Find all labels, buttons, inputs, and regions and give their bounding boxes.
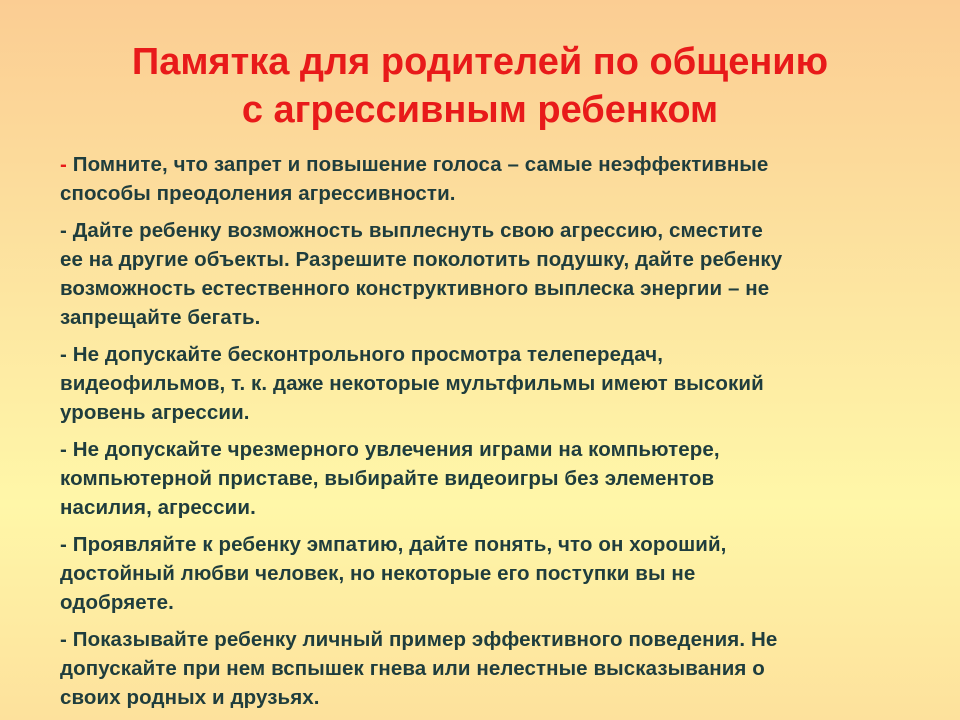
advice-line-text: уровень агрессии. — [60, 401, 250, 424]
title-line-2: с агрессивным ребенком — [241, 89, 719, 131]
advice-line-text: Не допускайте бесконтрольного просмотра телепередач, — [66, 343, 664, 366]
advice-line-text: способы преодоления агрессивности. — [60, 182, 456, 205]
advice-item-3 — [60, 340, 910, 427]
advice-line-text: Помните, что запрет и повышение голоса – самые неэффективные — [66, 153, 769, 176]
advice-line — [60, 216, 910, 245]
advice-item-2 — [60, 216, 910, 332]
advice-line — [60, 340, 910, 369]
advice-line-text: запрещайте бегать. — [60, 306, 261, 329]
advice-line-text: возможность естественного конструктивного выплеска энергии – не — [60, 277, 770, 300]
advice-line-text: Показывайте ребенку личный пример эффективного поведения. Не — [66, 628, 778, 651]
item-dash: - — [60, 628, 67, 651]
advice-line — [60, 435, 910, 464]
item-dash: - — [60, 533, 67, 556]
advice-item-1 — [60, 150, 910, 208]
advice-line-text: видеофильмов, т. к. даже некоторые мультфильмы имеют высокий — [60, 372, 764, 395]
advice-line — [60, 530, 910, 559]
advice-line-text: компьютерной приставе, выбирайте видеоигры без элементов — [60, 467, 715, 490]
item-dash: - — [60, 438, 67, 461]
advice-item-5 — [60, 530, 910, 617]
advice-item-4 — [60, 435, 910, 522]
advice-line-text: Дайте ребенку возможность выплеснуть свою агрессию, сместите — [66, 219, 763, 242]
item-dash: - — [60, 153, 67, 176]
advice-line-text: ее на другие объекты. Разрешите поколотить подушку, дайте ребенку — [60, 248, 783, 271]
advice-line-text: Проявляйте к ребенку эмпатию, дайте понять, что он хороший, — [66, 533, 727, 556]
item-dash: - — [60, 219, 67, 242]
item-dash: - — [60, 343, 67, 366]
advice-list — [60, 150, 910, 720]
advice-line-text: своих родных и друзьях. — [60, 686, 320, 709]
advice-line-text: достойный любви человек, но некоторые его поступки вы не — [60, 562, 696, 585]
advice-line-text: Не допускайте чрезмерного увлечения играми на компьютере, — [66, 438, 720, 461]
advice-line — [60, 625, 910, 654]
advice-line-text: одобряете. — [60, 591, 174, 614]
title-line-1: Памятка для родителей по общению — [131, 41, 829, 83]
advice-line-text: насилия, агрессии. — [60, 496, 256, 519]
advice-line-text: допускайте при нем вспышек гнева или нелестные высказывания о — [60, 657, 765, 680]
slide-title — [40, 38, 920, 134]
advice-item-6 — [60, 625, 910, 712]
advice-line — [60, 150, 910, 179]
